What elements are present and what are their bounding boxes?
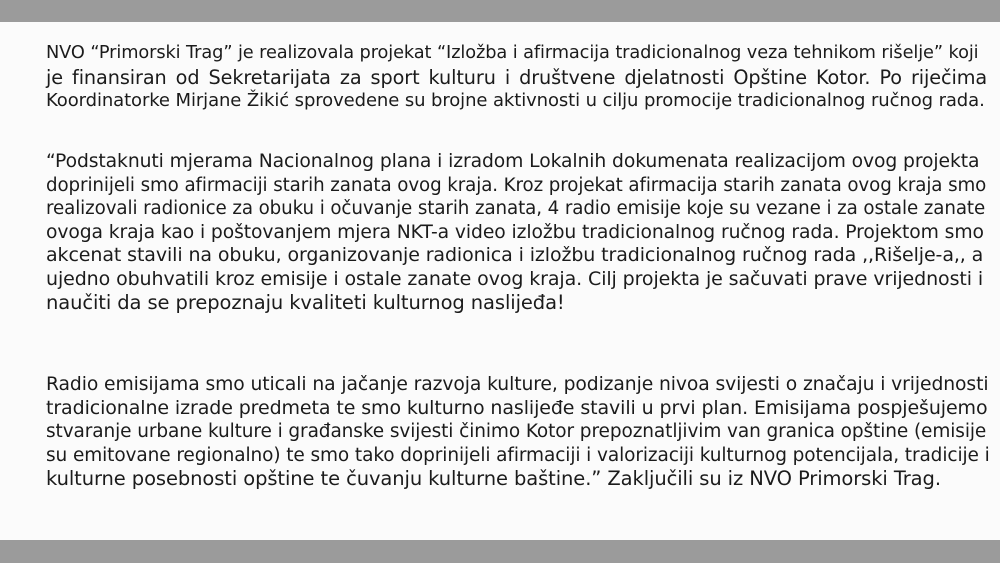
text-line: “Podstaknuti mjerama Nacionalnog plana i izradom Lokalnih dokumenata realizacijom ovog projekta — [46, 151, 980, 172]
text-line: kulturne posebnosti opštine te čuvanju kulturne baštine.” Zaključili su iz NVO Primorski Trag. — [46, 467, 941, 490]
text-line: Radio emisijama smo uticali na jačanje razvoja kulture, podizanje nivoa svijesti o značaju i vrijednosti — [46, 374, 989, 395]
text-line: doprinijeli smo afirmaciji starih zanata ovog kraja. Kroz projekat afirmacija starih zanata ovog kraja smo — [46, 174, 987, 196]
bottom-border-band — [0, 540, 1000, 563]
text-line: naučiti da se prepoznaju kvaliteti kulturnog naslijeđa! — [46, 291, 565, 314]
text-line: stvaranje urbane kulture i građanske svijesti činimo Kotor prepoznatljivim van granica opštine (emisije — [46, 421, 987, 442]
paragraph-1 — [46, 42, 990, 113]
paragraph-3 — [46, 373, 990, 491]
text-line: ujedno obuhvatili kroz emisije i ostale zanate ovog kraja. Cilj projekta je sačuvati prave vrijednosti i — [46, 267, 984, 290]
text-line: tradicionalne izrade predmeta te smo kulturno naslijeđe stavili u prvi plan. Emisijama pospješujemo — [46, 396, 988, 419]
text-line: ovoga kraja kao i poštovanjem mjera NKT-a video izložbu tradicionalnog ručnog rada. Projektom smo — [46, 221, 984, 243]
text-line: Koordinatorke Mirjane Žikić sprovedene su brojne aktivnosti u cilju promocije tradicionalnog ručnog rada. — [46, 90, 985, 111]
paragraph-2 — [46, 150, 990, 315]
document-page — [0, 22, 1000, 540]
text-line: je finansiran od Sekretarijata za sport kulturu i društvene djelatnosti Opštine Kotor. Po riječima — [46, 65, 988, 89]
top-border-band — [0, 0, 1000, 22]
text-line: su emitovane regionalno) te smo tako doprinijeli afirmaciji i valorizaciji kulturnog potencijala, tradicije i — [46, 444, 990, 466]
text-line: realizovali radionice za obuku i očuvanje starih zanata, 4 radio emisije koje su vezane i za ostale zanate — [46, 198, 986, 219]
text-line: akcenat stavili na obuku, organizovanje radionica i izložbu tradicionalnog ručnog rada ,,Rišelje-a,, a — [46, 244, 984, 266]
text-line: NVO “Primorski Trag” je realizovala projekat “Izložba i afirmacija tradicionalnog veza tehnikom rišelje” koji — [46, 43, 979, 63]
